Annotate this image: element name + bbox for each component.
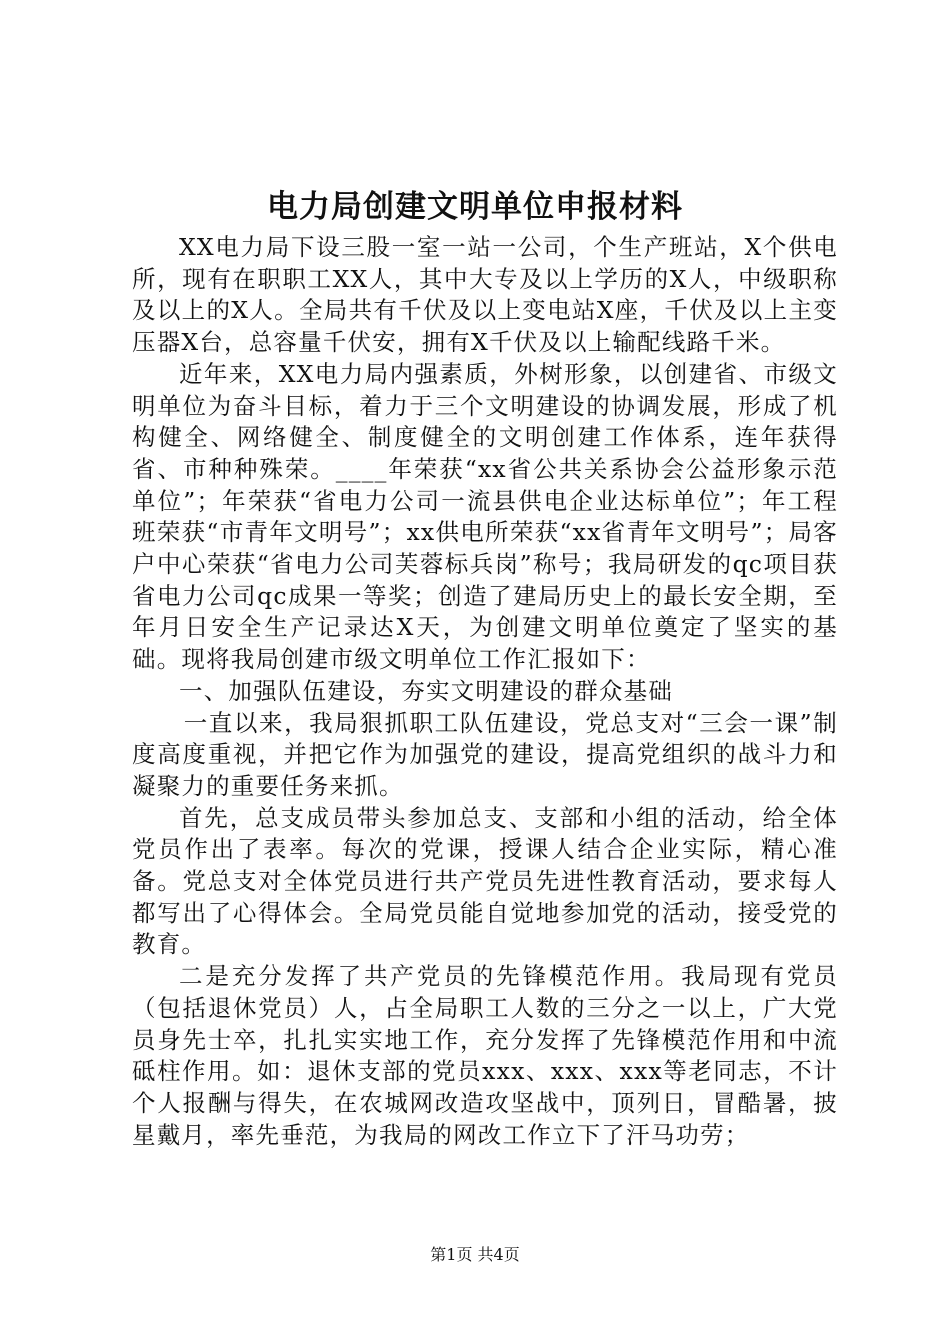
paragraph-team-building: 一直以来，我局狠抓职工队伍建设，党总支对“三会一课”制度高度重视，并把它作为加强党的建设，提高党组织的战斗力和凝聚力的重要任务来抓。: [132, 708, 838, 800]
paragraph-intro: XX电力局下设三股一室一站一公司，个生产班站，X个供电所，现有在职职工XX人，其中大专及以上学历的X人，中级职称及以上的X人。全局共有千伏及以上变电站X座，千伏及以上主变压器X台，总容量千伏安，拥有X千伏及以上输配线路千米。: [132, 233, 838, 357]
paragraph-first: 首先，总支成员带头参加总支、支部和小组的活动，给全体党员作出了表率。每次的党课，授课人结合企业实际，精心准备。党总支对全体党员进行共产党员先进性教育活动，要求每人都写出了心得体会。全局党员能自觉地参加党的活动，接受党的教育。: [132, 803, 838, 959]
paragraph-achievements: 近年来，XX电力局内强素质，外树形象，以创建省、市级文明单位为奋斗目标，着力于三个文明建设的协调发展，形成了机构健全、网络健全、制度健全的文明创建工作体系，连年获得省、市种种殊荣。____年荣获“xx省公共关系协会公益形象示范单位”；年荣获“省电力公司一流县供电企业达标单位”；年工程班荣获“市青年文明号”；xx供电所荣获“xx省青年文明号”；局客户中心荣获“省电力公司芙蓉标兵岗”称号；我局研发的qc项目获省电力公司qc成果一等奖；创造了建局历史上的最长安全期，至年月日安全生产记录达X天，为创建文明单位奠定了坚实的基础。现将我局创建市级文明单位工作汇报如下：: [132, 359, 838, 674]
document-body: [132, 232, 838, 1151]
document-title: 电力局创建文明单位申报材料: [267, 189, 683, 225]
paragraph-second: 二是充分发挥了共产党员的先锋模范作用。我局现有党员（包括退休党员）人，占全局职工人数的三分之一以上，广大党员身先士卒，扎扎实实地工作，充分发挥了先锋模范作用和中流砥柱作用。如：退休支部的党员xxx、xxx、xxx等老同志，不计个人报酬与得失，在农城网改造攻坚战中，顶列日，冒酷暑，披星戴月，率先垂范，为我局的网改工作立下了汗马功劳；: [132, 962, 838, 1149]
section-heading-1: 一、加强队伍建设，夯实文明建设的群众基础: [179, 676, 673, 705]
page-footer: 第1页 共4页: [430, 1245, 520, 1264]
